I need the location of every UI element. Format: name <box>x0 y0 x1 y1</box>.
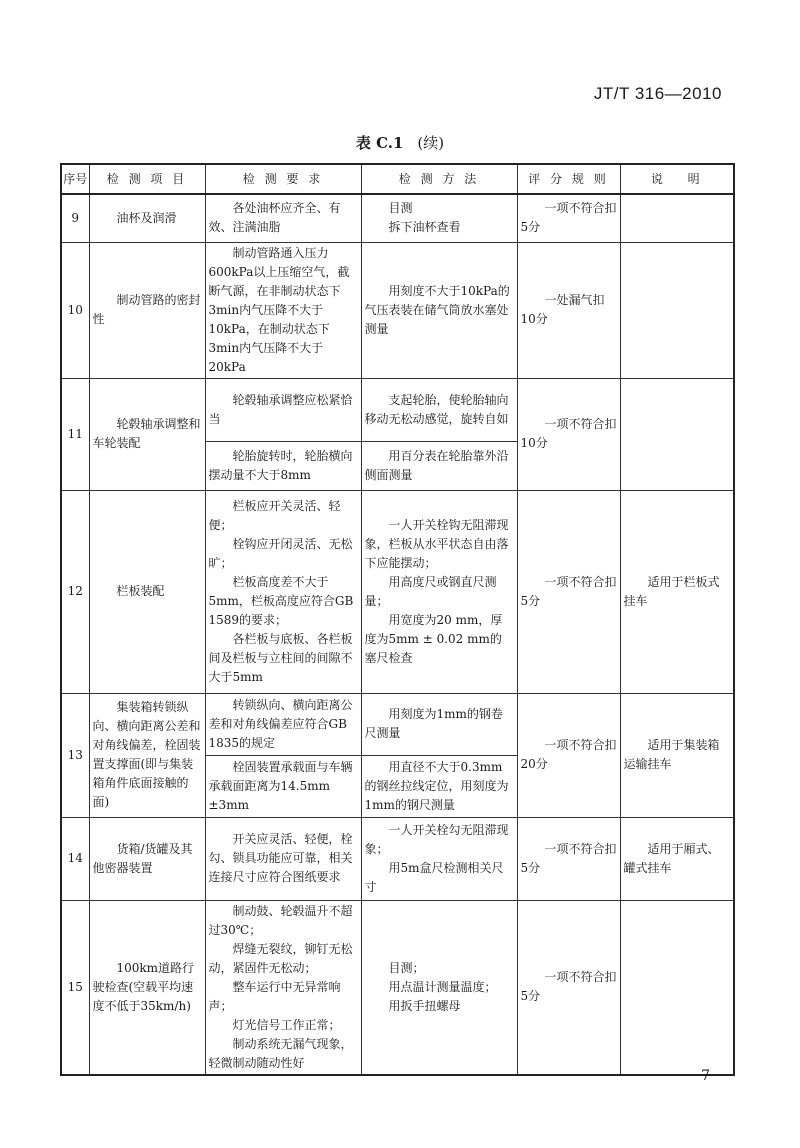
col-item: 检 测 项 目 <box>89 164 205 194</box>
paragraph: 制动管路通入压力600kPa以上压缩空气，截断气源，在非制动状态下3min内气压降不大于10kPa，在制动状态下3min内气压降不大于20kPa <box>208 245 350 374</box>
cell-text: 货箱/货罐及其他密器装置 <box>92 841 193 875</box>
paragraph: 目测； <box>388 960 425 975</box>
paragraph: 用点温计测量温度； <box>388 979 497 994</box>
table-row <box>61 693 734 755</box>
scoring-rule <box>517 490 620 693</box>
cell-text: 适用于厢式、罐式挂车 <box>623 841 720 875</box>
standard-number: JT/T 316—2010 <box>593 84 722 103</box>
method <box>361 900 517 1075</box>
cell-text: 11 <box>67 426 83 441</box>
paragraph: 栏板应开关灵活、轻便； <box>208 498 341 532</box>
row-number <box>61 693 89 817</box>
cell-text: 一项不符合扣20分 <box>520 738 617 771</box>
table-title <box>0 132 800 153</box>
paragraph: 各栏板与底板、各栏板间及栏板与立柱间的间隙不大于5mm <box>208 631 353 684</box>
cell-text: 轮毂轴承调整和车轮装配 <box>92 417 201 450</box>
requirement <box>205 378 361 441</box>
paragraph: 用刻度为1mm的钢卷尺测量 <box>364 707 503 740</box>
inspection-item <box>89 378 205 490</box>
requirement <box>205 755 361 817</box>
col-requirement: 检 测 要 求 <box>205 164 361 194</box>
paragraph: 一人开关栓钩无阻滞现象，栏板从水平状态自由落下应能摆动； <box>364 517 509 570</box>
paragraph: 灯光信号工作正常； <box>232 1017 341 1032</box>
inspection-item <box>89 194 205 242</box>
paragraph: 用刻度不大于10kPa的气压表装在储气筒放水塞处测量 <box>364 283 510 336</box>
inspection-item <box>89 490 205 693</box>
table-label: 表 C.1 <box>355 134 404 152</box>
table-row <box>61 490 734 693</box>
method <box>361 490 517 693</box>
method <box>361 817 517 900</box>
table-row <box>61 378 734 441</box>
paragraph: 栓固装置承载面与车辆承载面距离为14.5mm ±3mm <box>208 759 353 812</box>
cell-text: 适用于栏板式挂车 <box>623 574 720 608</box>
col-no: 序号 <box>61 164 89 194</box>
note <box>620 242 734 378</box>
cell-text: 15 <box>67 979 83 994</box>
table-row <box>61 817 734 900</box>
note <box>620 378 734 490</box>
method <box>361 441 517 490</box>
cell-text: 一项不符合扣10分 <box>520 417 617 450</box>
paragraph: 焊缝无裂纹，铆钉无松动，紧固件无松动； <box>208 941 353 975</box>
paragraph: 栓钩应开闭灵活、无松旷； <box>208 536 353 570</box>
paragraph: 目测 <box>388 201 413 216</box>
cell-text: 制动管路的密封性 <box>92 293 201 326</box>
method <box>361 194 517 242</box>
paragraph: 用直径不大于0.3mm的钢丝拉线定位，用刻度为1mm的钢尺测量 <box>364 759 509 812</box>
method <box>361 693 517 755</box>
scoring-rule <box>517 817 620 900</box>
cell-text: 一处漏气扣10分 <box>520 293 605 326</box>
paragraph: 用百分表在轮胎靠外沿侧面测量 <box>364 448 509 482</box>
inspection-item <box>89 817 205 900</box>
inspection-item <box>89 900 205 1075</box>
paragraph: 轮毂轴承调整应松紧恰当 <box>208 392 353 426</box>
cell-text: 适用于集装箱运输挂车 <box>623 738 720 771</box>
table-continued: (续) <box>417 134 445 152</box>
paragraph: 用高度尺或钢直尺测量； <box>364 574 497 608</box>
requirement <box>205 693 361 755</box>
paragraph: 用扳手扭螺母 <box>388 998 461 1013</box>
cell-text: 一项不符合扣5分 <box>520 970 617 1003</box>
paragraph: 用宽度为20 mm，厚度为5mm ± 0.02 mm的塞尺检查 <box>364 612 503 665</box>
cell-text: 油杯及润滑 <box>116 210 177 225</box>
cell-text: 一项不符合扣5分 <box>520 841 617 875</box>
scoring-rule <box>517 242 620 378</box>
paragraph: 支起轮胎，使轮胎轴向移动无松动感觉，旋转自如 <box>364 392 509 426</box>
col-method: 检 测 方 法 <box>361 164 517 194</box>
cell-text: 集装箱转锁纵向、横向距离公差和对角线偏差，栓固装置支撑面(即与集装箱角件底面接触的面) <box>92 700 201 809</box>
requirement <box>205 194 361 242</box>
cell-text: 14 <box>67 851 83 865</box>
note <box>620 817 734 900</box>
paragraph: 栏板高度差不大于5mm，栏板高度应符合GB 1589的要求； <box>208 574 354 627</box>
inspection-table <box>60 163 735 1076</box>
table-row <box>61 242 734 378</box>
cell-text: 12 <box>67 584 83 598</box>
cell-text: 栏板装配 <box>116 584 165 598</box>
col-rule: 评 分 规 则 <box>517 164 620 194</box>
cell-text: 100km道路行驶检查(空载平均速度不低于35km/h) <box>92 960 195 1013</box>
table-row <box>61 900 734 1075</box>
inspection-item <box>89 693 205 817</box>
paragraph: 开关应灵活、轻便，栓勾、锁具功能应可靠，相关连接尺寸应符合图纸要求 <box>208 832 353 884</box>
page-number: 7 <box>701 1068 710 1084</box>
row-number <box>61 242 89 378</box>
requirement <box>205 490 361 693</box>
paragraph: 各处油杯应齐全、有效、注满油脂 <box>208 201 341 235</box>
paragraph: 轮胎旋转时，轮胎横向摆动量不大于8mm <box>208 448 353 482</box>
paragraph: 整车运行中无异常响声； <box>208 979 341 1013</box>
requirement <box>205 441 361 490</box>
cell-text: 10 <box>67 302 83 317</box>
scoring-rule <box>517 693 620 817</box>
row-number <box>61 194 89 242</box>
scoring-rule <box>517 900 620 1075</box>
table-row <box>61 194 734 242</box>
requirement <box>205 242 361 378</box>
cell-text: 13 <box>67 747 83 762</box>
note <box>620 693 734 817</box>
requirement <box>205 900 361 1075</box>
paragraph: 一人开关栓勾无阻滞现象； <box>364 822 509 856</box>
paragraph: 用5m盒尺检测相关尺寸 <box>364 860 504 894</box>
row-number <box>61 817 89 900</box>
scoring-rule <box>517 378 620 490</box>
col-note: 说 明 <box>620 164 734 194</box>
note <box>620 194 734 242</box>
paragraph: 制动鼓、轮毂温升不超过30℃； <box>208 903 353 937</box>
inspection-item <box>89 242 205 378</box>
requirement <box>205 817 361 900</box>
table-header <box>61 164 734 194</box>
row-number <box>61 900 89 1075</box>
method <box>361 242 517 378</box>
cell-text: 9 <box>71 210 80 225</box>
note <box>620 900 734 1075</box>
cell-text: 一项不符合扣5分 <box>520 201 617 235</box>
paragraph: 拆下油杯查看 <box>388 220 461 235</box>
cell-text: 一项不符合扣5分 <box>520 574 617 608</box>
row-number <box>61 490 89 693</box>
row-number <box>61 378 89 490</box>
scoring-rule <box>517 194 620 242</box>
paragraph: 制动系统无漏气现象，轻微制动随动性好 <box>208 1036 353 1070</box>
paragraph: 转锁纵向、横向距离公差和对角线偏差应符合GB 1835的规定 <box>208 697 353 750</box>
note <box>620 490 734 693</box>
method <box>361 755 517 817</box>
method <box>361 378 517 441</box>
